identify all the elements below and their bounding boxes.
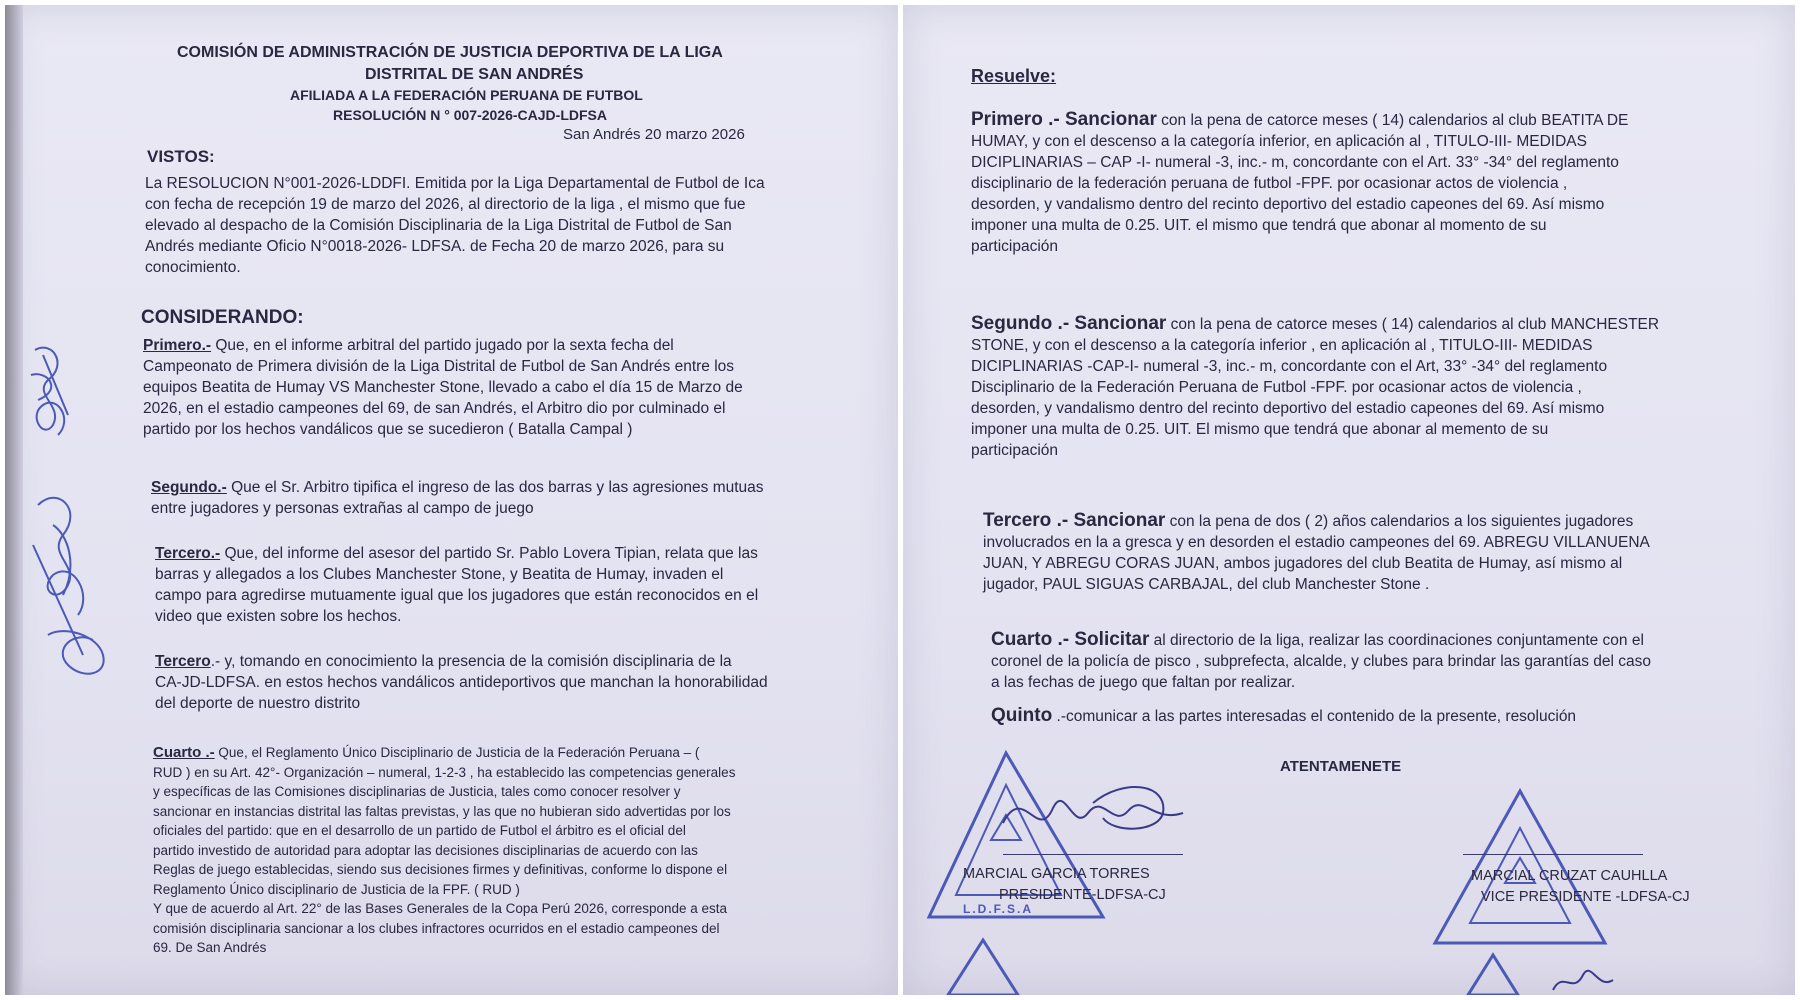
resuelve-segundo-line: desorden, y vandalismo dentro del recinto deportivo del estadio capeones del 69. Así mismo [971, 400, 1605, 417]
margin-signature-scribble [23, 335, 133, 695]
cuarto-line: Que, el Reglamento Único Disciplinario de Justicia de la Federación Peruana – ( [214, 745, 700, 760]
primero-line: Que, en el informe arbitral del partido jugado por la sexta fecha del [211, 337, 674, 354]
resuelve-primero-line: DICIPLINARIAS – CAP -I- numeral -3, inc.- m, concordante con el Art. 33° -34° del reglamento [971, 154, 1619, 171]
signer-left-role: PRESIDENTE-LDFSA-CJ [999, 887, 1166, 903]
resuelve-primero-line: con la pena de catorce meses ( 14) calendarios al club BEATITA DE [1156, 112, 1629, 129]
signature-line-left [1003, 854, 1183, 855]
vistos-title: VISTOS: [147, 147, 215, 166]
tercero2-line: del deporte de nuestro distrito [155, 695, 361, 712]
segundo-line: entre jugadores y personas extrañas al campo de juego [151, 500, 534, 517]
resuelve-quinto [991, 705, 1576, 727]
closing-text: ATENTAMENETE [1280, 758, 1402, 775]
cuarto-label: Cuarto .- [153, 744, 215, 761]
header-line-2: DISTRITAL DE SAN ANDRÉS [365, 66, 584, 83]
resuelve-cuarto-label: Cuarto .- Solicitar [991, 629, 1150, 650]
stamp-text-left: L.D.F.S.A [963, 902, 1034, 916]
considerando-tercero [155, 543, 758, 627]
resuelve-primero-label: Primero .- Sancionar [971, 109, 1157, 130]
tercero2-line: .- y, tomando en conocimiento la presencia de la comisión disciplinaria de la [210, 653, 732, 670]
signer-left-name: MARCIAL GARCIA TORRES [963, 866, 1150, 882]
resuelve-title: Resuelve: [971, 66, 1057, 86]
signature-line-right [1463, 854, 1643, 855]
resuelve-segundo-label: Segundo .- Sancionar [971, 313, 1167, 334]
header-line-1: COMISIÓN DE ADMINISTRACIÓN DE JUSTICIA DEPORTIVA DE LA LIGA [177, 44, 723, 61]
resuelve-primero-line: desorden, y vandalismo dentro del recinto deportivo del estadio capeones del 69. Así mismo [971, 196, 1605, 213]
cuarto-line: oficiales del partido: que en el desarrollo de un partido de Futbol el árbitro es el oficial del [153, 823, 686, 838]
signer-right-name: MARCIAL CRUZAT CAUHLLA [1471, 868, 1668, 884]
resuelve-tercero-line: jugador, PAUL SIGUAS CARBAJAL, del club Manchester Stone . [983, 576, 1430, 593]
cuarto-line: 69. De San Andrés [153, 940, 267, 955]
resuelve-tercero-line: involucrados en la a gresca y en desorden el estadio campeones del 69. ABREGU VILLANUENA [983, 534, 1650, 551]
resuelve-cuarto [991, 629, 1651, 693]
resuelve-segundo-line: participación [971, 442, 1059, 459]
primero-line: equipos Beatita de Humay VS Manchester Stone, llevado a cabo el día 15 de Marzo de [143, 379, 743, 396]
tercero-line: campo para agredirse mutuamente igual que los jugadores que están reconocidos en el [155, 587, 759, 604]
partial-stamp-bottom-right [1463, 950, 1623, 995]
resuelve-primero [971, 109, 1628, 257]
resuelve-primero-line: disciplinario de la federación peruana de futbol -FPF. por ocasionar actos de violencia , [971, 175, 1568, 192]
considerando-segundo [151, 477, 764, 519]
considerando-title: CONSIDERANDO: [141, 307, 304, 328]
tercero2-line: CA-JD-LDFSA. en estos hechos vandálicos antideportivos que manchan la honorabilidad [155, 674, 768, 691]
segundo-label: Segundo.- [151, 479, 227, 496]
signer-right-role: VICE PRESIDENTE -LDFSA-CJ [1481, 889, 1690, 905]
resuelve-primero-line: HUMAY, y con el descenso a la categoría inferior, en aplicación al , TITULO-III- MEDIDAS [971, 133, 1587, 150]
resolution-date: San Andrés 20 marzo 2026 [563, 126, 745, 143]
vistos-paragraph [145, 173, 765, 278]
resuelve-tercero-line: con la pena de dos ( 2) años calendarios a los siguientes jugadores [1165, 513, 1634, 530]
cuarto-line: RUD ) en su Art. 42°- Organización – numeral, 1-2-3 , ha establecido las competencias generales [153, 764, 736, 780]
resuelve-cuarto-line: coronel de la policía de pisco , subprefecta, alcalde, y clubes para brindar las garantías del caso [991, 653, 1651, 670]
primero-line: 2026, en el estadio campeones del 69, de san Andrés, el Arbitro dio por culminado el [143, 400, 726, 417]
considerando-primero [143, 335, 743, 440]
resuelve-tercero-line: JUAN, Y ABREGU CORAS JUAN, ambos jugadores del club Beatita de Humay, así mismo al [983, 555, 1623, 572]
vistos-line: elevado al despacho de la Comisión Disciplinaria de la Liga Distrital de Futbol de San [145, 217, 732, 234]
resuelve-segundo-line: imponer una multa de 0.25. UIT. El mismo que tendrá que abonar al memento de su [971, 421, 1549, 438]
partial-stamp-bottom-left [943, 935, 1023, 995]
resuelve-tercero [983, 510, 1650, 595]
resuelve-tercero-label: Tercero .- Sancionar [983, 510, 1166, 531]
cuarto-line: comisión disciplinaria sancionar a los clubes infractores ocurridos en el estadio campeones del [153, 920, 720, 936]
resuelve-segundo-line: DICIPLINARIAS -CAP-I- numeral -3, inc.- m, concordante con el Art, 33° -34° del reglamento [971, 358, 1608, 375]
document-page-left [5, 5, 898, 995]
resuelve-segundo-line: STONE, y con el descenso a la categoría inferior , en aplicación al , TITULO-III- MEDIDAS [971, 337, 1593, 354]
cuarto-line: Reglamento Único disciplinario de Justicia de la FPF. ( RUD ) [153, 881, 520, 897]
vistos-line: La RESOLUCION N°001-2026-LDDFI. Emitida por la Liga Departamental de Futbol de Ica [145, 175, 765, 192]
resuelve-quinto-label: Quinto [991, 705, 1053, 726]
cuarto-line: partido investido de autoridad para adoptar las decisiones disciplinarias de acuerdo con las [153, 842, 698, 858]
signature-left [993, 773, 1193, 853]
cuarto-line: Y que de acuerdo al Art. 22° de las Bases Generales de la Copa Perú 2026, corresponde a esta [153, 901, 728, 916]
tercero-line: video que existen sobre los hechos. [155, 608, 402, 625]
tercero-line: Que, del informe del asesor del partido Sr. Pablo Lovera Tipian, relata que las [220, 545, 758, 562]
document-page-right [903, 5, 1795, 995]
tercero-line: barras y allegados a los Clubes Manchester Stone, y Beatita de Humay, invaden el [155, 566, 724, 583]
resuelve-primero-line: participación [971, 238, 1059, 255]
primero-line: partido por los hechos vandálicos que se sucedieron ( Batalla Campal ) [143, 421, 633, 438]
tercero2-label: Tercero [155, 653, 211, 670]
header-line-3: AFILIADA A LA FEDERACIÓN PERUANA DE FUTBOL [290, 87, 643, 103]
resuelve-cuarto-line: a las fechas de juego que faltan por realizar. [991, 674, 1296, 691]
considerando-cuarto [153, 743, 735, 958]
primero-label: Primero.- [143, 337, 212, 354]
cuarto-line: y específicas de las Comisiones disciplinarias de Justicia, tales como conocer resolver y [153, 784, 681, 799]
resuelve-segundo-line: con la pena de catorce meses ( 14) calendarios al club MANCHESTER [1166, 316, 1660, 333]
cuarto-line: Reglas de juego establecidas, siendo sus decisiones firmes y definitivas, conforme lo dispone el [153, 862, 728, 877]
resolution-number: RESOLUCIÓN N ° 007-2026-CAJD-LDFSA [333, 107, 607, 123]
resuelve-cuarto-line: al directorio de la liga, realizar las coordinaciones conjuntamente con el [1149, 632, 1644, 649]
primero-line: Campeonato de Primera división de la Liga Distrital de Futbol de San Andrés entre los [143, 358, 735, 375]
vistos-line: con fecha de recepción 19 de marzo del 2026, al directorio de la liga , el mismo que fue [145, 196, 746, 213]
vistos-line: Andrés mediante Oficio N°0018-2026- LDFSA. de Fecha 20 de marzo 2026, para su [145, 238, 725, 255]
resuelve-primero-line: imponer una multa de 0.25. UIT. el mismo que tendrá que abonar al momento de su [971, 217, 1547, 234]
segundo-line: Que el Sr. Arbitro tipifica el ingreso de las dos barras y las agresiones mutuas [226, 479, 764, 496]
vistos-line: conocimiento. [145, 259, 241, 276]
tercero-label: Tercero.- [155, 545, 221, 562]
cuarto-line: sancionar en instancias distrital las faltas previstas, y las que no hubieran sido advertidas por los [153, 803, 731, 819]
resuelve-segundo [971, 313, 1659, 461]
resuelve-quinto-text: .-comunicar a las partes interesadas el contenido de la presente, resolución [1052, 708, 1577, 725]
considerando-tercero-2 [155, 651, 768, 714]
resuelve-segundo-line: Disciplinario de la Federación Peruana de Futbol -FPF. por ocasionar actos de violencia , [971, 379, 1582, 396]
